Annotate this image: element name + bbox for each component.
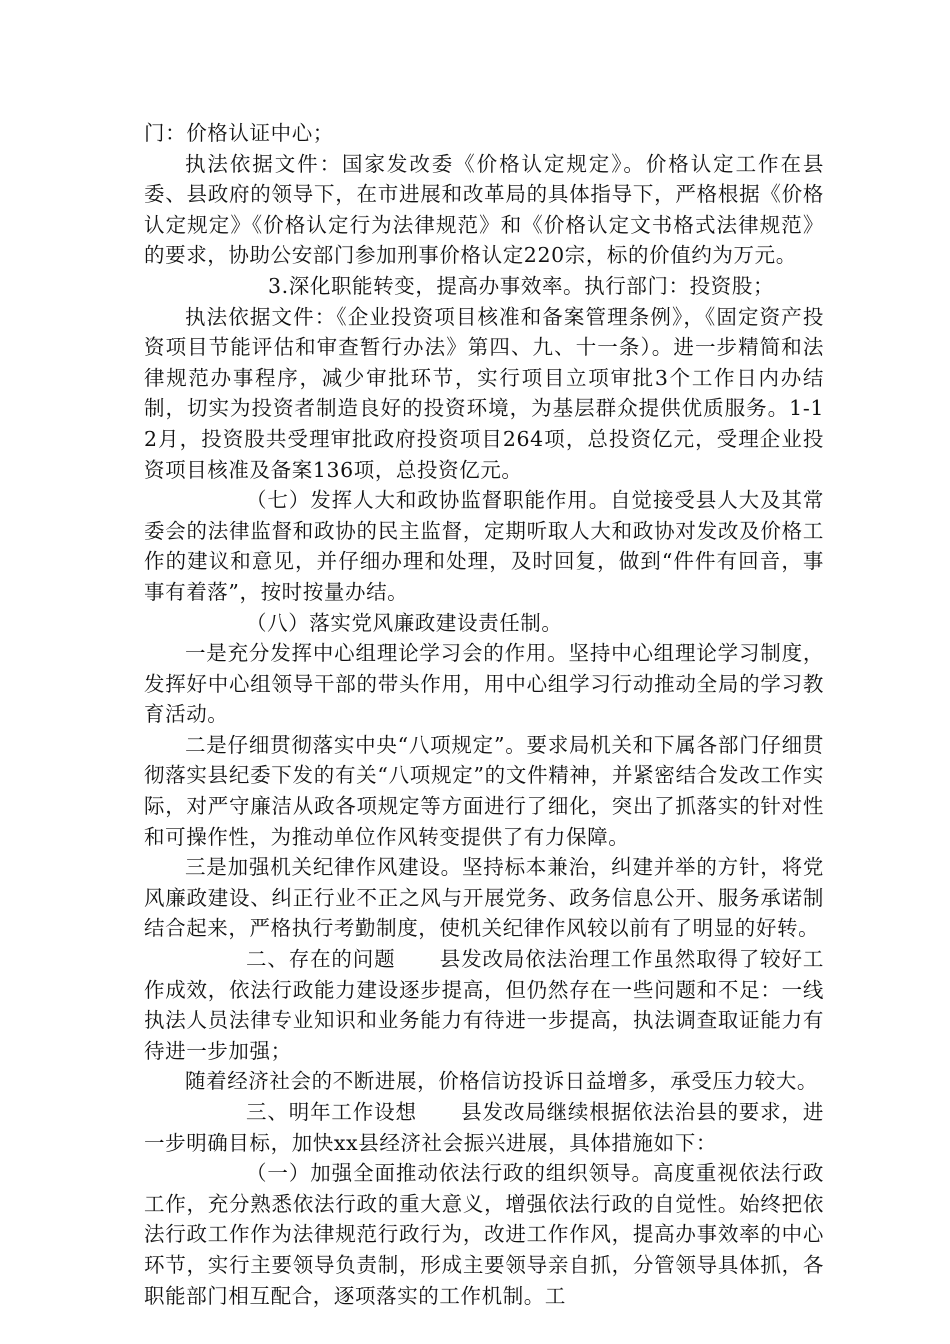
- paragraph-investment: 执法依据文件：《企业投资项目核准和备案管理条例》，《固定资产投资项目节能评估和审查暂行办法》第四、九、十一条）。进一步精简和法律规范办事程序，减少审批环节，实行项目立项审批3个工作日内办结制，切实为投资者制造良好的投资环境，为基层群众提供优质服务。1-12月，投资股共受理审批政府投资项目264项，总投资亿元，受理企业投资项目核准及备案136项，总投资亿元。: [144, 304, 824, 482]
- section-heading-plans: 三、明年工作设想: [246, 1100, 417, 1124]
- paragraph-point-1: 一是充分发挥中心组理论学习会的作用。坚持中心组理论学习制度，发挥好中心组领导干部的带头作用，用中心组学习行动推动全局的学习教育活动。: [144, 641, 824, 727]
- paragraph-point-2: 二是仔细贯彻落实中央“八项规定”。要求局机关和下属各部门仔细贯彻落实县纪委下发的有关“八项规定”的文件精神，并紧密结合发改工作实际，对严守廉洁从政各项规定等方面进行了细化，突出了抓落实的针对性和可操作性，为推动单位作风转变提供了有力保障。: [144, 732, 824, 849]
- document-body: [144, 118, 824, 1311]
- paragraph-problems: [144, 944, 824, 1066]
- section-heading-problems: 二、存在的问题: [246, 947, 396, 972]
- paragraph-plans-text: 县发改局继续根据依法治县的要求，进一步明确目标，加快xx县经济社会振兴进展，具体措施如下：: [144, 1100, 824, 1155]
- paragraph-problems-text: 县发改局依法治理工作虽然取得了较好工作成效，依法行政能力建设逐步提高，但仍然存在一些问题和不足：一线执法人员法律专业知识和业务能力有待进一步提高，执法调查取证能力有待进一步加强；: [144, 947, 824, 1063]
- paragraph-plans: [144, 1097, 824, 1158]
- paragraph-complaints: 随着经济社会的不断进展，价格信访投诉日益增多，承受压力较大。: [185, 1069, 818, 1094]
- paragraph-price-cert: 执法依据文件：国家发改委《价格认定规定》。价格认定工作在县委、县政府的领导下，在市进展和改革局的具体指导下，严格根据《价格认定规定》《价格认定行为法律规范》和《价格认定文书格式法律规范》的要求，协助公安部门参加刑事价格认定220宗，标的价值约为万元。: [144, 151, 824, 268]
- paragraph-item-3: 3.深化职能转变，提高办事效率。执行部门：投资股；: [268, 273, 775, 298]
- paragraph-point-3: 三是加强机关纪律作风建设。坚持标本兼治，纠建并举的方针，将党风廉政建设、纠正行业不正之风与开展党务、政务信息公开、服务承诺制结合起来，严格执行考勤制度，使机关纪律作风较以前有了明显的好转。: [144, 855, 824, 941]
- paragraph-plan-1: （一）加强全面推动依法行政的组织领导。高度重视依法行政工作，充分熟悉依法行政的重大意义，增强依法行政的自觉性。始终把依法行政工作作为法律规范行政行为，改进工作作风，提高办事效率的中心环节，实行主要领导负责制，形成主要领导亲自抓，分管领导具体抓，各职能部门相互配合，逐项落实的工作机制。工: [144, 1161, 824, 1308]
- paragraph-section-7: （七）发挥人大和政协监督职能作用。自觉接受县人大及其常委会的法律监督和政协的民主监督，定期听取人大和政协对发改及价格工作的建议和意见，并仔细办理和处理，及时回复，做到“件件有回音，事事有着落”，按时按量办结。: [144, 488, 824, 604]
- paragraph-section-8: （八）落实党风廉政建设责任制。: [246, 610, 563, 635]
- paragraph-dept-tail: 门：价格认证中心；: [144, 121, 334, 145]
